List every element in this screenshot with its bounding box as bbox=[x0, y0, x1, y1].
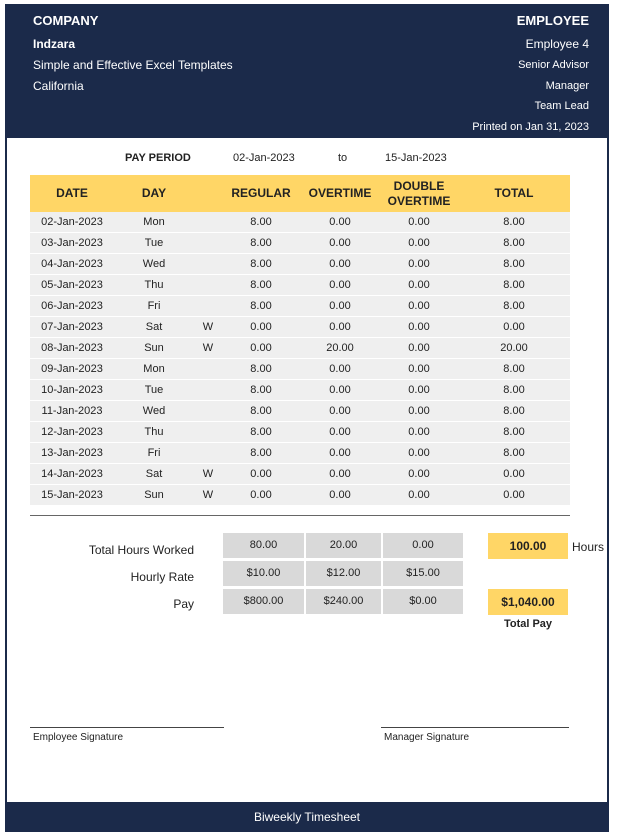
cell-day: Fri bbox=[114, 296, 194, 317]
cell-double: 0.00 bbox=[380, 275, 458, 296]
cell-regular: 0.00 bbox=[222, 464, 300, 485]
summary-labels bbox=[7, 542, 194, 622]
cell-overtime: 20.00 bbox=[300, 338, 380, 359]
cell-day: Thu bbox=[114, 275, 194, 296]
cell-regular: 8.00 bbox=[222, 401, 300, 422]
company-name: Indzara bbox=[33, 37, 76, 51]
pay-period-to: to bbox=[338, 152, 348, 164]
cell-day: Sun bbox=[114, 338, 194, 359]
total-hours-cell: 100.00 bbox=[488, 533, 568, 559]
cell-total: 8.00 bbox=[458, 359, 570, 380]
table-row bbox=[30, 401, 570, 422]
col-overtime-header: OVERTIME bbox=[300, 175, 380, 212]
total-pay-label: Total Pay bbox=[503, 618, 553, 630]
total-hours-label: Total Hours Worked bbox=[88, 543, 194, 557]
cell-day: Wed bbox=[114, 254, 194, 275]
cell-overtime: 0.00 bbox=[300, 296, 380, 317]
hours-table bbox=[30, 175, 570, 506]
hourly-rate-label: Hourly Rate bbox=[130, 570, 194, 584]
table-row bbox=[30, 380, 570, 401]
cell-double: 0.00 bbox=[380, 317, 458, 338]
cell-flag bbox=[194, 380, 222, 401]
pay-period-end: 15-Jan-2023 bbox=[385, 152, 447, 164]
employee-manager: Manager bbox=[545, 80, 589, 92]
cell-double: 0.00 bbox=[380, 443, 458, 464]
employee-signature-line bbox=[30, 727, 224, 728]
cell-flag bbox=[194, 401, 222, 422]
cell-date: 11-Jan-2023 bbox=[30, 401, 114, 422]
company-tagline: Simple and Effective Excel Templates bbox=[33, 58, 233, 72]
cell-date: 03-Jan-2023 bbox=[30, 233, 114, 254]
total-pay-cell: $1,040.00 bbox=[488, 589, 568, 615]
cell-flag: W bbox=[194, 485, 222, 506]
cell-double: 0.00 bbox=[380, 464, 458, 485]
cell-double: 0.00 bbox=[380, 380, 458, 401]
table-row bbox=[30, 317, 570, 338]
cell-flag: W bbox=[194, 317, 222, 338]
cell-total: 8.00 bbox=[458, 212, 570, 233]
table-row bbox=[30, 359, 570, 380]
company-heading: COMPANY bbox=[33, 13, 99, 28]
table-row bbox=[30, 443, 570, 464]
table-row bbox=[30, 485, 570, 506]
hours-unit-label: Hours bbox=[572, 540, 605, 554]
cell-total: 8.00 bbox=[458, 275, 570, 296]
cell-total: 8.00 bbox=[458, 254, 570, 275]
cell-regular: 8.00 bbox=[222, 212, 300, 233]
table-row bbox=[30, 212, 570, 233]
footer-banner bbox=[7, 802, 607, 832]
cell-date: 14-Jan-2023 bbox=[30, 464, 114, 485]
cell-overtime: 0.00 bbox=[300, 464, 380, 485]
cell-flag bbox=[194, 233, 222, 254]
rate-regular-cell: $10.00 bbox=[223, 561, 304, 586]
cell-flag bbox=[194, 212, 222, 233]
manager-signature-line bbox=[381, 727, 569, 728]
cell-date: 10-Jan-2023 bbox=[30, 380, 114, 401]
cell-total: 0.00 bbox=[458, 464, 570, 485]
timesheet-sheet bbox=[5, 4, 609, 832]
table-row bbox=[30, 233, 570, 254]
cell-overtime: 0.00 bbox=[300, 485, 380, 506]
employee-team-lead: Team Lead bbox=[534, 100, 589, 112]
cell-total: 0.00 bbox=[458, 485, 570, 506]
employee-heading: EMPLOYEE bbox=[516, 13, 589, 28]
cell-date: 02-Jan-2023 bbox=[30, 212, 114, 233]
manager-signature-label: Manager Signature bbox=[384, 732, 470, 743]
cell-overtime: 0.00 bbox=[300, 359, 380, 380]
cell-regular: 8.00 bbox=[222, 380, 300, 401]
cell-double: 0.00 bbox=[380, 359, 458, 380]
cell-double: 0.00 bbox=[380, 233, 458, 254]
cell-date: 06-Jan-2023 bbox=[30, 296, 114, 317]
cell-double: 0.00 bbox=[380, 296, 458, 317]
col-date-header: DATE bbox=[30, 175, 114, 212]
rate-double-cell: $15.00 bbox=[383, 561, 463, 586]
footer-title: Biweekly Timesheet bbox=[253, 810, 361, 824]
cell-day: Sun bbox=[114, 485, 194, 506]
header-banner bbox=[7, 4, 607, 138]
cell-total: 0.00 bbox=[458, 317, 570, 338]
cell-regular: 8.00 bbox=[222, 233, 300, 254]
pay-double-cell: $0.00 bbox=[383, 589, 463, 614]
table-row bbox=[30, 422, 570, 443]
cell-date: 04-Jan-2023 bbox=[30, 254, 114, 275]
cell-overtime: 0.00 bbox=[300, 380, 380, 401]
table-row bbox=[30, 275, 570, 296]
cell-day: Tue bbox=[114, 233, 194, 254]
cell-flag bbox=[194, 296, 222, 317]
cell-overtime: 0.00 bbox=[300, 275, 380, 296]
cell-regular: 8.00 bbox=[222, 254, 300, 275]
pay-label: Pay bbox=[173, 597, 194, 611]
cell-day: Tue bbox=[114, 380, 194, 401]
pay-regular-cell: $800.00 bbox=[223, 589, 304, 614]
table-row bbox=[30, 254, 570, 275]
cell-overtime: 0.00 bbox=[300, 212, 380, 233]
cell-overtime: 0.00 bbox=[300, 443, 380, 464]
cell-double: 0.00 bbox=[380, 254, 458, 275]
col-flag-header bbox=[194, 175, 222, 212]
cell-date: 07-Jan-2023 bbox=[30, 317, 114, 338]
cell-regular: 0.00 bbox=[222, 317, 300, 338]
cell-flag bbox=[194, 422, 222, 443]
cell-flag bbox=[194, 359, 222, 380]
cell-day: Sat bbox=[114, 464, 194, 485]
pay-overtime-cell: $240.00 bbox=[306, 589, 381, 614]
cell-regular: 8.00 bbox=[222, 275, 300, 296]
col-day-header: DAY bbox=[114, 175, 194, 212]
cell-double: 0.00 bbox=[380, 212, 458, 233]
col-double-header bbox=[380, 175, 458, 212]
cell-flag: W bbox=[194, 338, 222, 359]
double-header-line1: DOUBLE bbox=[393, 178, 445, 193]
cell-overtime: 0.00 bbox=[300, 401, 380, 422]
printed-date: Printed on Jan 31, 2023 bbox=[472, 121, 589, 133]
cell-day: Mon bbox=[114, 359, 194, 380]
hours-double-cell: 0.00 bbox=[383, 533, 463, 558]
cell-day: Sat bbox=[114, 317, 194, 338]
rate-overtime-cell: $12.00 bbox=[306, 561, 381, 586]
cell-overtime: 0.00 bbox=[300, 233, 380, 254]
cell-day: Fri bbox=[114, 443, 194, 464]
table-row bbox=[30, 338, 570, 359]
cell-flag bbox=[194, 275, 222, 296]
col-regular-header: REGULAR bbox=[222, 175, 300, 212]
table-header-row bbox=[30, 175, 570, 212]
employee-signature-label: Employee Signature bbox=[33, 732, 124, 743]
employee-name: Employee 4 bbox=[525, 37, 589, 51]
cell-date: 15-Jan-2023 bbox=[30, 485, 114, 506]
cell-day: Mon bbox=[114, 212, 194, 233]
cell-total: 8.00 bbox=[458, 296, 570, 317]
cell-overtime: 0.00 bbox=[300, 254, 380, 275]
cell-regular: 8.00 bbox=[222, 359, 300, 380]
cell-flag bbox=[194, 443, 222, 464]
cell-total: 8.00 bbox=[458, 443, 570, 464]
cell-date: 13-Jan-2023 bbox=[30, 443, 114, 464]
cell-date: 05-Jan-2023 bbox=[30, 275, 114, 296]
cell-flag bbox=[194, 254, 222, 275]
col-total-header: TOTAL bbox=[458, 175, 570, 212]
hours-overtime-cell: 20.00 bbox=[306, 533, 381, 558]
cell-total: 8.00 bbox=[458, 233, 570, 254]
company-location: California bbox=[33, 79, 84, 93]
pay-period-start: 02-Jan-2023 bbox=[233, 152, 295, 164]
cell-double: 0.00 bbox=[380, 338, 458, 359]
cell-total: 8.00 bbox=[458, 401, 570, 422]
cell-regular: 8.00 bbox=[222, 296, 300, 317]
table-row bbox=[30, 464, 570, 485]
cell-date: 09-Jan-2023 bbox=[30, 359, 114, 380]
cell-flag: W bbox=[194, 464, 222, 485]
table-bottom-rule bbox=[30, 515, 570, 516]
cell-double: 0.00 bbox=[380, 422, 458, 443]
cell-regular: 0.00 bbox=[222, 338, 300, 359]
table-row bbox=[30, 296, 570, 317]
hours-regular-cell: 80.00 bbox=[223, 533, 304, 558]
double-header-line2: OVERTIME bbox=[387, 193, 451, 208]
cell-total: 8.00 bbox=[458, 380, 570, 401]
cell-day: Wed bbox=[114, 401, 194, 422]
cell-double: 0.00 bbox=[380, 401, 458, 422]
cell-total: 8.00 bbox=[458, 422, 570, 443]
cell-date: 08-Jan-2023 bbox=[30, 338, 114, 359]
cell-regular: 0.00 bbox=[222, 485, 300, 506]
pay-period-label: PAY PERIOD bbox=[125, 152, 191, 164]
cell-overtime: 0.00 bbox=[300, 317, 380, 338]
employee-title: Senior Advisor bbox=[518, 59, 589, 71]
cell-overtime: 0.00 bbox=[300, 422, 380, 443]
cell-regular: 8.00 bbox=[222, 422, 300, 443]
cell-double: 0.00 bbox=[380, 485, 458, 506]
cell-date: 12-Jan-2023 bbox=[30, 422, 114, 443]
cell-regular: 8.00 bbox=[222, 443, 300, 464]
cell-day: Thu bbox=[114, 422, 194, 443]
cell-total: 20.00 bbox=[458, 338, 570, 359]
